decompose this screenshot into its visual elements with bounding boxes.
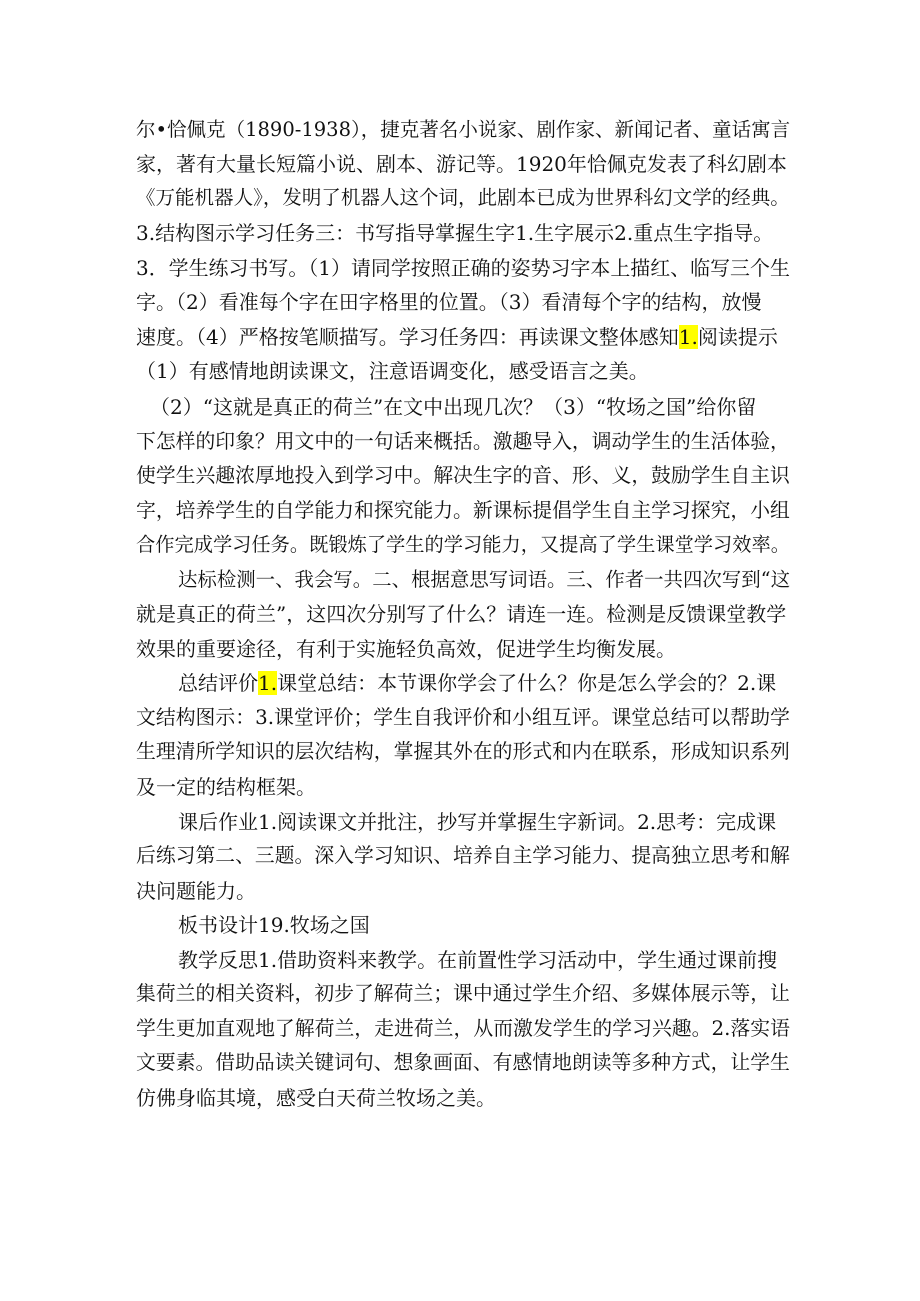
text-line: 课后作业1.阅读课文并批注，抄写并掌握生字新词。2.思考：完成课 bbox=[178, 810, 777, 834]
text-line: 下怎样的印象？用文中的一句话来概括。激趣导入，调动学生的生活体验， bbox=[136, 430, 790, 453]
text-line: 集荷兰的相关资料，初步了解荷兰；课中通过学生介绍、多媒体展示等，让 bbox=[136, 982, 790, 1005]
text-line: 达标检测一、我会写。二、根据意思写词语。三、作者一共四次写到“这 bbox=[178, 568, 791, 591]
highlighted-text: 1. bbox=[678, 325, 698, 349]
text-line: 后练习第二、三题。深入学习知识、培养自主学习能力、提高独立思考和解 bbox=[136, 844, 790, 867]
highlighted-text: 1. bbox=[258, 671, 278, 695]
text-line: （1）有感情地朗读课文，注意语调变化，感受语言之美。 bbox=[136, 359, 649, 383]
text-line: 学生更加直观地了解荷兰，走进荷兰，从而激发学生的学习兴趣。2.落实语 bbox=[136, 1017, 790, 1040]
text-line bbox=[136, 323, 778, 351]
text-line: 尔•恰佩克（1890-1938），捷克著名小说家、剧作家、新闻记者、童话寓言 bbox=[136, 118, 791, 141]
text-line: 字，培养学生的自学能力和探究能力。新课标提倡学生自主学习探究，小组 bbox=[136, 499, 790, 522]
text-line: 3．学生练习书写。（1）请同学按照正确的姿势习字本上描红、临写三个生 bbox=[136, 256, 790, 280]
text-line: 及一定的结构框架。 bbox=[136, 775, 316, 799]
text-line: 《万能机器人》，发明了机器人这个词，此剧本已成为世界科幻文学的经典。 bbox=[136, 186, 790, 209]
text-line: 家，著有大量长短篇小说、剧本、游记等。1920年恰佩克发表了科幻剧本 bbox=[136, 152, 787, 176]
text-line: 板书设计19.牧场之国 bbox=[178, 913, 370, 937]
text-line: 合作完成学习任务。既锻炼了学生的学习能力，又提高了学生课堂学习效率。 bbox=[136, 533, 790, 556]
text-line: 字。（2）看准每个字在田字格里的位置。（3）看清每个字的结构，放慢 bbox=[136, 290, 762, 314]
text-line: 效果的重要途径，有利于实施轻负高效，促进学生均衡发展。 bbox=[136, 637, 676, 661]
text-line: 教学反思1.借助资料来教学。在前置性学习活动中，学生通过课前搜 bbox=[178, 948, 778, 972]
text-line: 文要素。借助品读关键词句、想象画面、有感情地朗读等多种方式，让学生 bbox=[136, 1051, 790, 1074]
text-line: （2）“这就是真正的荷兰”在文中出现几次？（3）“牧场之国”给你留 bbox=[150, 395, 757, 419]
text-line: 仿佛身临其境，感受白天荷兰牧场之美。 bbox=[136, 1086, 496, 1110]
text-line: 决问题能力。 bbox=[136, 879, 256, 903]
text-segment: 速度。（4）严格按笔顺描写。学习任务四：再读课文整体感知 bbox=[136, 325, 679, 349]
text-line: 文结构图示：3.课堂评价；学生自我评价和小组互评。课堂总结可以帮助学 bbox=[136, 706, 790, 729]
text-line: 就是真正的荷兰”，这四次分别写了什么？请连一连。检测是反馈课堂教学 bbox=[136, 602, 787, 626]
text-line bbox=[178, 669, 776, 697]
text-segment: 课堂总结：本节课你学会了什么？你是怎么学会的？2.课 bbox=[277, 671, 777, 695]
text-line: 生理清所学知识的层次结构，掌握其外在的形式和内在联系，形成知识系列 bbox=[136, 740, 790, 763]
text-line: 使学生兴趣浓厚地投入到学习中。解决生字的音、形、义，鼓励学生自主识 bbox=[136, 464, 790, 487]
text-segment: 阅读提示 bbox=[697, 325, 778, 349]
text-line: 3.结构图示学习任务三：书写指导掌握生字1.生字展示2.重点生字指导。 bbox=[136, 221, 774, 245]
text-segment: 总结评价 bbox=[178, 671, 258, 695]
